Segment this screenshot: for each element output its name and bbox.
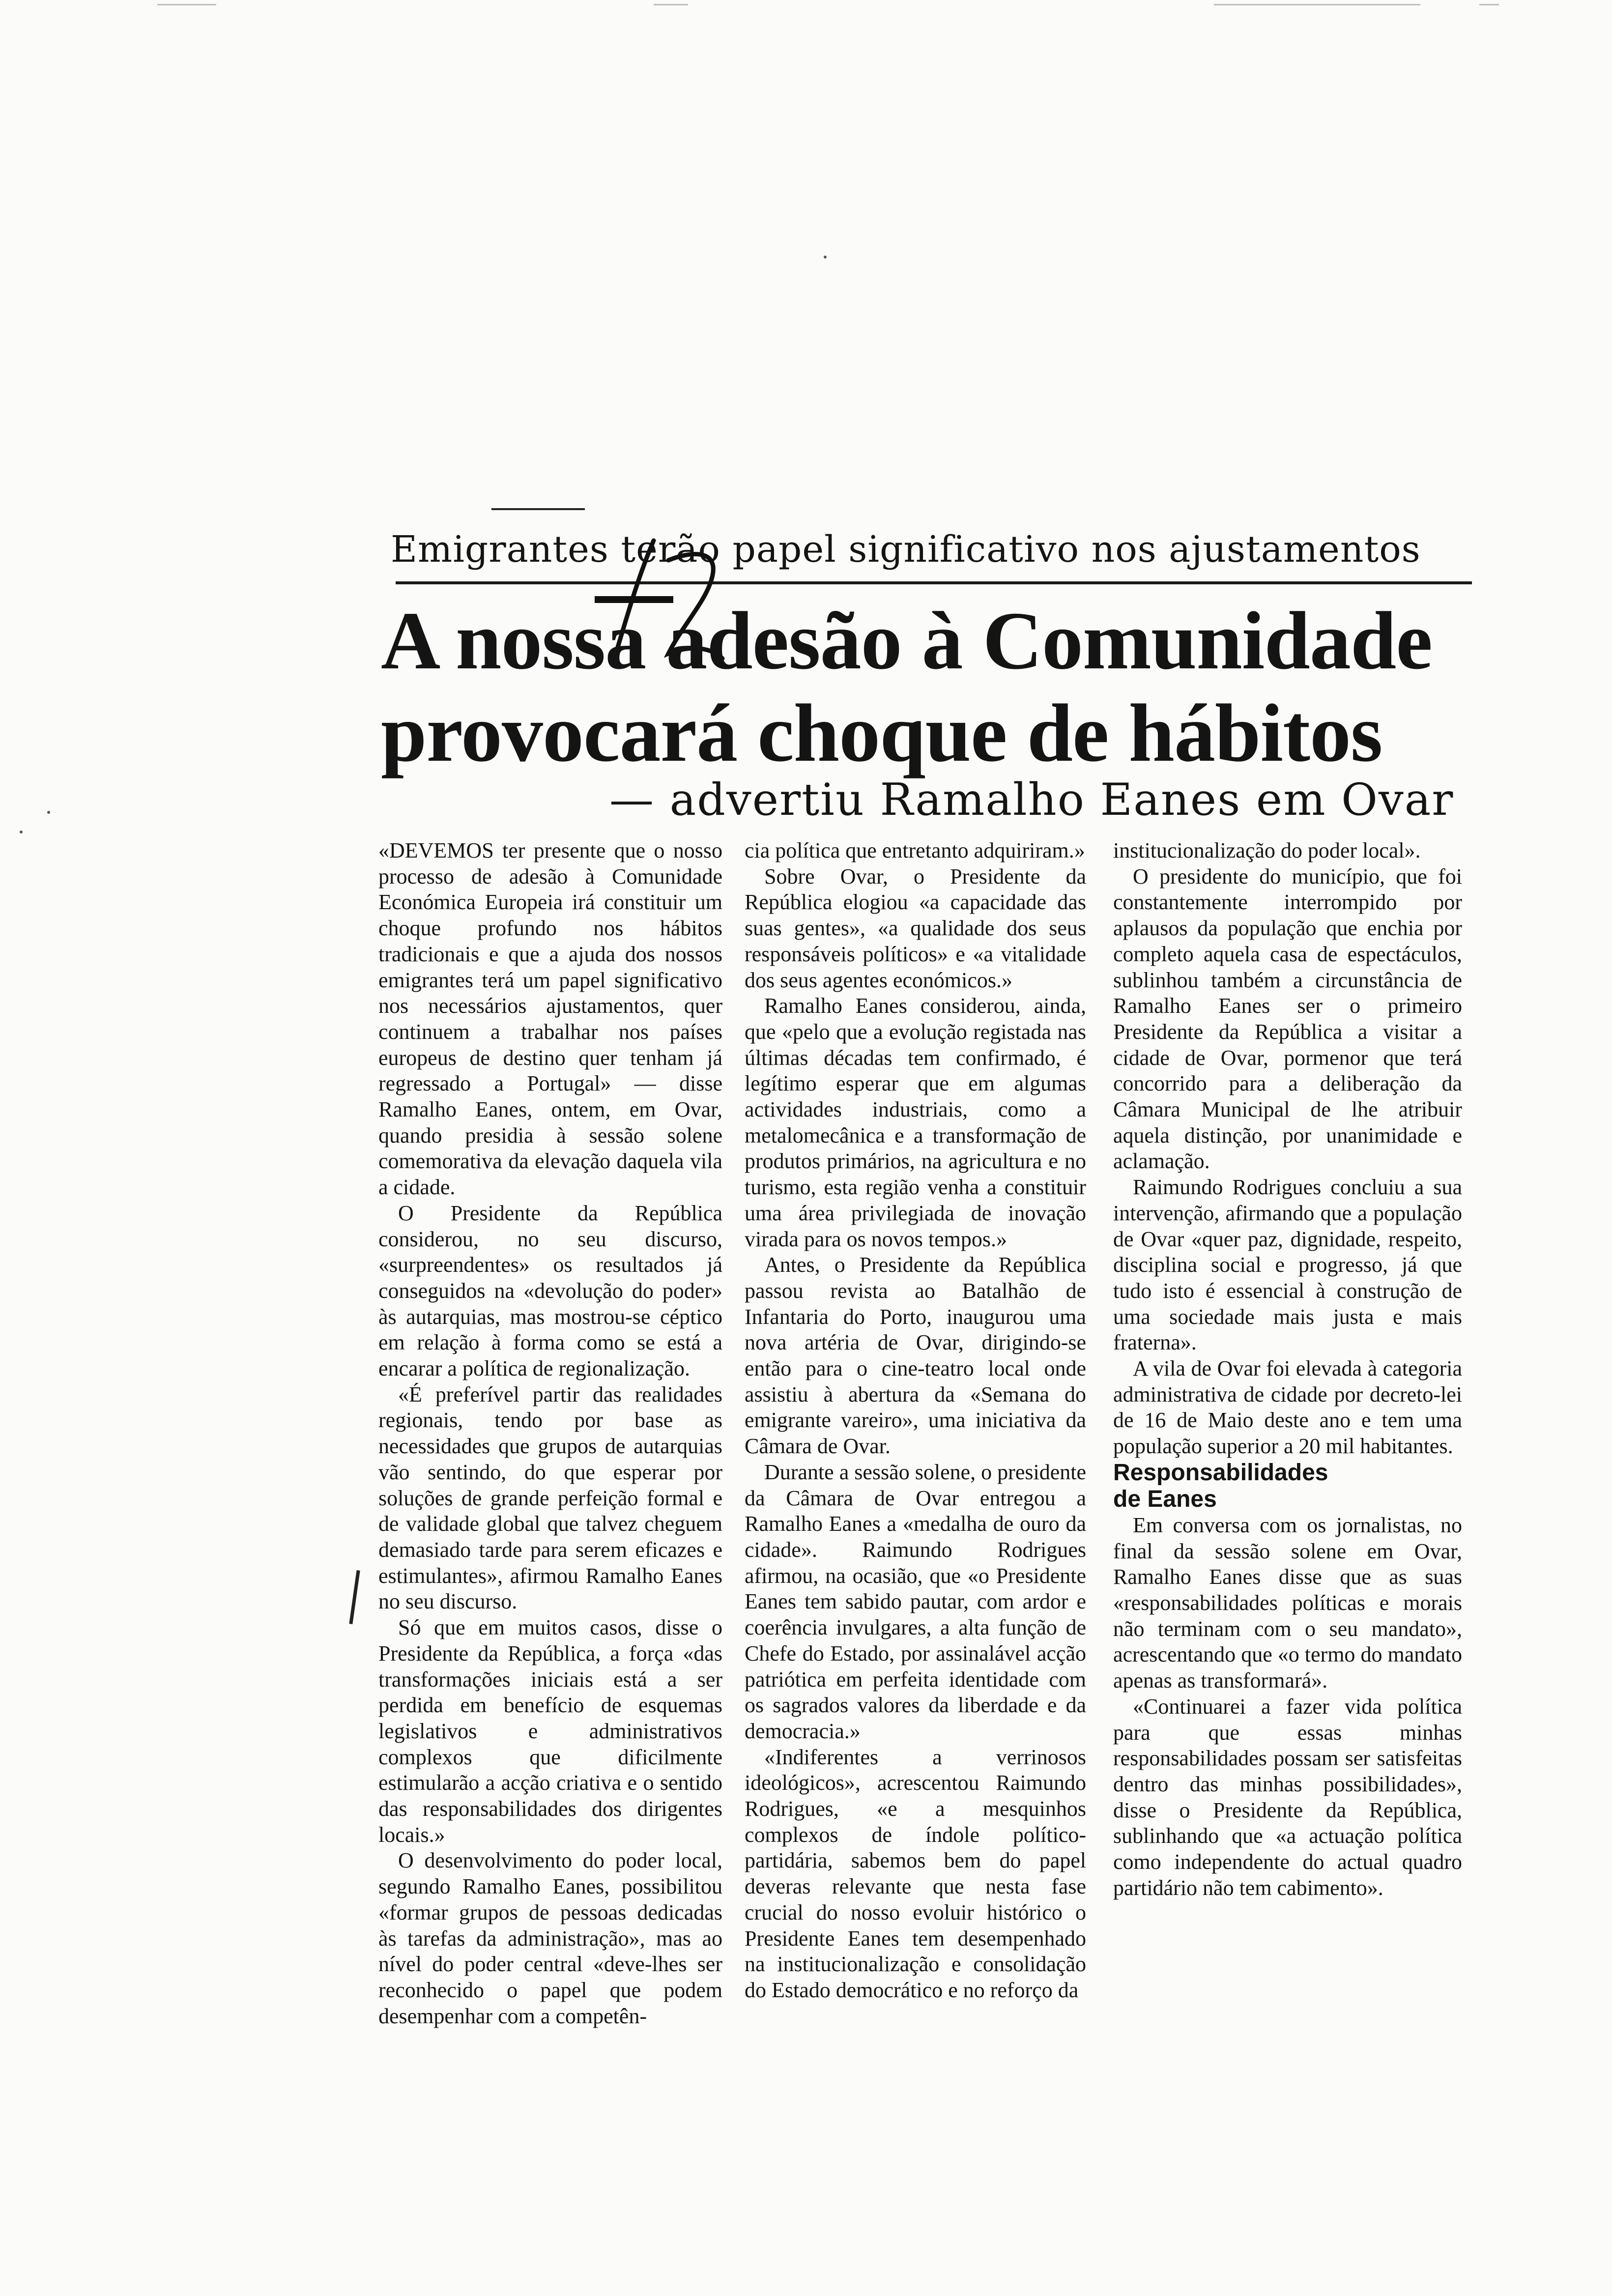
column-2 [745, 838, 1086, 2004]
article-kicker: Emigrantes terão papel significativo nos ajustamentos [391, 528, 1421, 571]
column-1 [378, 838, 722, 2029]
paragraph: «É preferível partir das realidades regionais, tendo por base as necessidades que grupos de autarquias vão sentindo, do que esperar por soluções de grande perfeição formal e de validade global que talvez cheguem demasiado tarde para serem eficazes e estimulantes», afirmou Ramalho Eanes no seu discurso. [378, 1382, 722, 1614]
article-subhead: — advertiu Ramalho Eanes em Ovar [609, 774, 1454, 826]
kicker-overline [491, 508, 585, 510]
paragraph: «DEVEMOS ter presente que o nosso processo de adesão à Comunidade Económica Europeia irá constituir um choque profundo nos hábitos tradicionais e que a ajuda dos nossos emigrantes terá um papel significativo nos necessários ajustamentos, quer continuem a trabalhar nos países europeus de destino quer tenham já regressado a Portugal» — disse Ramalho Eanes, ontem, em Ovar, quando presidia à sessão solene comemorativa da elevação daquela vila a cidade. [378, 838, 722, 1200]
paragraph: O desenvolvimento do poder local, segundo Ramalho Eanes, possibilitou «formar grupos de pessoas dedicadas às tarefas da administração», mas ao nível do poder central «deve-lhes ser reconhecido o papel que podem desempenhar com a competên- [378, 1848, 722, 2028]
paragraph: A vila de Ovar foi elevada à categoria administrativa de cidade por decreto-lei de 16 de Maio deste ano e tem uma população superior a 20 mil habitantes. [1113, 1356, 1462, 1459]
scan-speck [824, 256, 827, 258]
paragraph: O Presidente da República considerou, no seu discurso, «surpreendentes» os resultados já conseguidos na «devolução do poder» às autarquias, mas mostrou-se céptico em relação à forma como se está a encarar a política de regionalização. [378, 1201, 722, 1381]
scan-edge-mark [1479, 4, 1499, 5]
scan-edge-mark [157, 4, 216, 5]
paragraph: Sobre Ovar, o Presidente da República elogiou «a capacidade das suas gentes», «a qualidade dos seus responsáveis políticos» e «a vitalidade dos seus agentes económicos.» [745, 864, 1086, 992]
section-heading-line-2: de Eanes [1113, 1486, 1217, 1512]
paragraph: Raimundo Rodrigues concluiu a sua intervenção, afirmando que a população de Ovar «quer paz, dignidade, respeito, disciplina social e progresso, já que tudo isto é essencial à construção de uma sociedade mais justa e mais fraterna». [1113, 1175, 1462, 1355]
kicker-rule [396, 581, 1472, 584]
headline-line-1: A nossa adesão à Comunidade [381, 595, 1432, 687]
article-headline [381, 595, 1477, 779]
paragraph: «Continuarei a fazer vida política para que essas minhas responsabilidades possam ser satisfeitas dentro das minhas possibilidades», disse o Presidente da República, sublinhando que «a actuação política como independente do actual quadro partidário não tem cabimento». [1113, 1694, 1462, 1900]
paragraph: Durante a sessão solene, o presidente da Câmara de Ovar entregou a Ramalho Eanes a «medalha de ouro da cidade». Raimundo Rodrigues afirmou, na ocasião, que «o Presidente Eanes tem sabido pautar, com ardor e coerência invulgares, a alta função de Chefe do Estado, por assinalável acção patriótica em perfeita identidade com os sagrados valores da liberdade e da democracia.» [745, 1460, 1086, 1743]
paragraph: cia política que entretanto adquiriram.» [745, 838, 1085, 862]
paragraph: Só que em muitos casos, disse o Presidente da República, a força «das transformações iniciais está a ser perdida em benefício de esquemas legislativos e administrativos complexos que dificilmente estimularão a acção criativa e o sentido das responsabilidades dos dirigentes locais.» [378, 1615, 722, 1847]
paragraph: Ramalho Eanes considerou, ainda, que «pelo que a evolução registada nas últimas décadas tem confirmado, é legítimo esperar que em algumas actividades industriais, como a metalomecânica e a transformação de produtos primários, na agricultura e no turismo, esta região venha a constituir uma área privilegiada de inovação virada para os novos tempos.» [745, 994, 1086, 1251]
scan-speck [20, 831, 23, 833]
paragraph: O presidente do município, que foi constantemente interrompido por aplausos da população que enchia por completo aquela casa de espectáculos, sublinhou também a circunstância de Ramalho Eanes ser o primeiro Presidente da República a visitar a cidade de Ovar, pormenor que terá concorrido para a deliberação da Câmara Municipal de lhe atribuir aquela distinção, por unanimidade e aclamação. [1113, 864, 1462, 1174]
headline-line-2: provocará choque de hábitos [381, 688, 1382, 779]
section-heading-line-1: Responsabilidades [1113, 1459, 1328, 1486]
scan-speck [47, 811, 50, 814]
paragraph: «Indiferentes a verrinosos ideológicos», acrescentou Raimundo Rodrigues, «e a mesquinhos complexos de índole político-partidária, sabemos bem do papel deveras relevante que nesta fase crucial do nosso evoluir histórico o Presidente Eanes tem desempenhado na institucionalização e consolidação do Estado democrático e no reforço da [745, 1745, 1086, 2002]
paragraph: Em conversa com os jornalistas, no final da sessão solene em Ovar, Ramalho Eanes disse que as suas «responsabilidades políticas e morais não terminam com o seu mandato», acrescentando que «o termo do mandato apenas as transformará». [1113, 1513, 1462, 1693]
column-3 [1113, 838, 1462, 1901]
scan-edge-mark [654, 4, 688, 5]
section-heading [1113, 1460, 1462, 1513]
paragraph: Antes, o Presidente da República passou revista ao Batalhão de Infantaria do Porto, inaugurou uma nova artéria de Ovar, dirigindo-se então para o cine-teatro local onde assistiu à abertura da «Semana do emigrante vareiro», uma iniciativa da Câmara de Ovar. [745, 1253, 1086, 1459]
paragraph: institucionalização do poder local». [1113, 838, 1421, 862]
scan-edge-mark [1214, 4, 1420, 5]
margin-pen-mark [349, 1570, 360, 1624]
